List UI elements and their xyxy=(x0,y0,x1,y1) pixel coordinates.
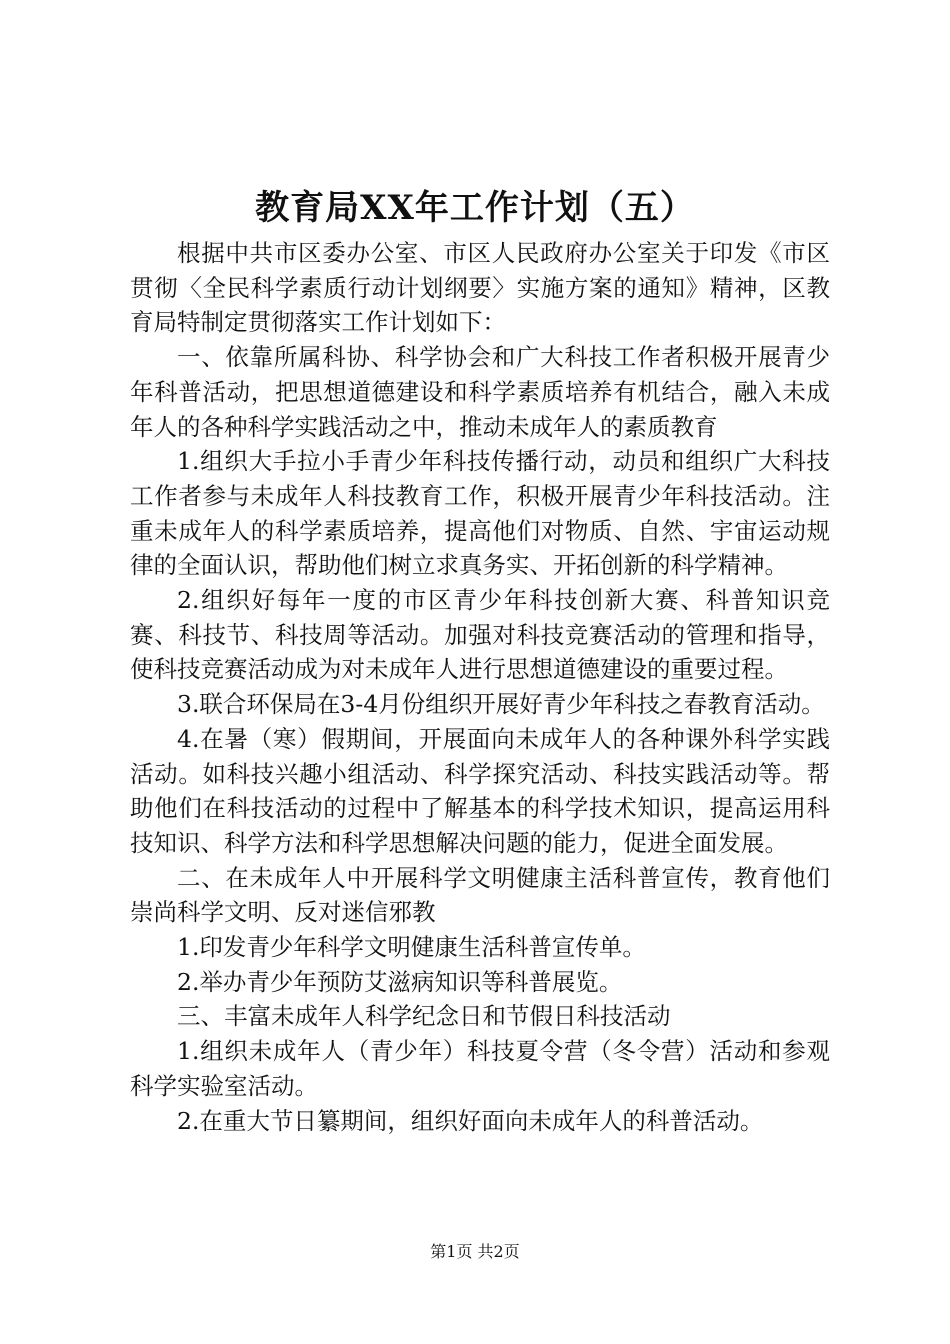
paragraph: 根据中共市区委办公室、市区人民政府办公室关于印发《市区贯彻〈全民科学素质行动计划纲要〉实施方案的通知》精神，区教育局特制定贯彻落实工作计划如下： xyxy=(130,239,830,337)
paragraph: 1.印发青少年科学文明健康生活科普宣传单。 xyxy=(177,933,646,962)
paragraph: 2.举办青少年预防艾滋病知识等科普展览。 xyxy=(177,967,623,996)
paragraph: 三、丰富未成年人科学纪念日和节假日科技活动 xyxy=(177,1002,671,1031)
paragraph: 1.组织未成年人（青少年）科技夏令营（冬令营）活动和参观科学实验室活动。 xyxy=(130,1037,830,1100)
paragraph: 3.联合环保局在3-4月份组织开展好青少年科技之春教育活动。 xyxy=(177,690,825,719)
paragraph: 1.组织大手拉小手青少年科技传播行动，动员和组织广大科技工作者参与未成年人科技教育工作，积极开展青少年科技活动。注重未成年人的科学素质培养，提高他们对物质、自然、宇宙运动规律的全面认识，帮助他们树立求真务实、开拓创新的科学精神。 xyxy=(130,447,830,580)
document-body xyxy=(130,236,830,1138)
page-footer: 第1页 共2页 xyxy=(430,1242,520,1261)
paragraph: 2.组织好每年一度的市区青少年科技创新大赛、科普知识竞赛、科技节、科技周等活动。加强对科技竞赛活动的管理和指导，使科技竞赛活动成为对未成年人进行思想道德建设的重要过程。 xyxy=(130,586,830,684)
paragraph: 二、在未成年人中开展科学文明健康主活科普宣传，教育他们崇尚科学文明、反对迷信邪教 xyxy=(130,863,830,927)
paragraph: 一、依靠所属科协、科学协会和广大科技工作者积极开展青少年科普活动，把思想道德建设和科学素质培养有机结合，融入未成年人的各种科学实践活动之中，推动未成年人的素质教育 xyxy=(130,343,830,441)
paragraph: 2.在重大节日纂期间，组织好面向未成年人的科普活动。 xyxy=(177,1106,764,1135)
paragraph: 4.在暑（寒）假期间，开展面向未成年人的各种课外科学实践活动。如科技兴趣小组活动、科学探究活动、科技实践活动等。帮助他们在科技活动的过程中了解基本的科学技术知识，提高运用科技知识、科学方法和科学思想解决问题的能力，促进全面发展。 xyxy=(130,724,830,857)
document-title: 教育局XX年工作计划（五） xyxy=(255,188,695,228)
